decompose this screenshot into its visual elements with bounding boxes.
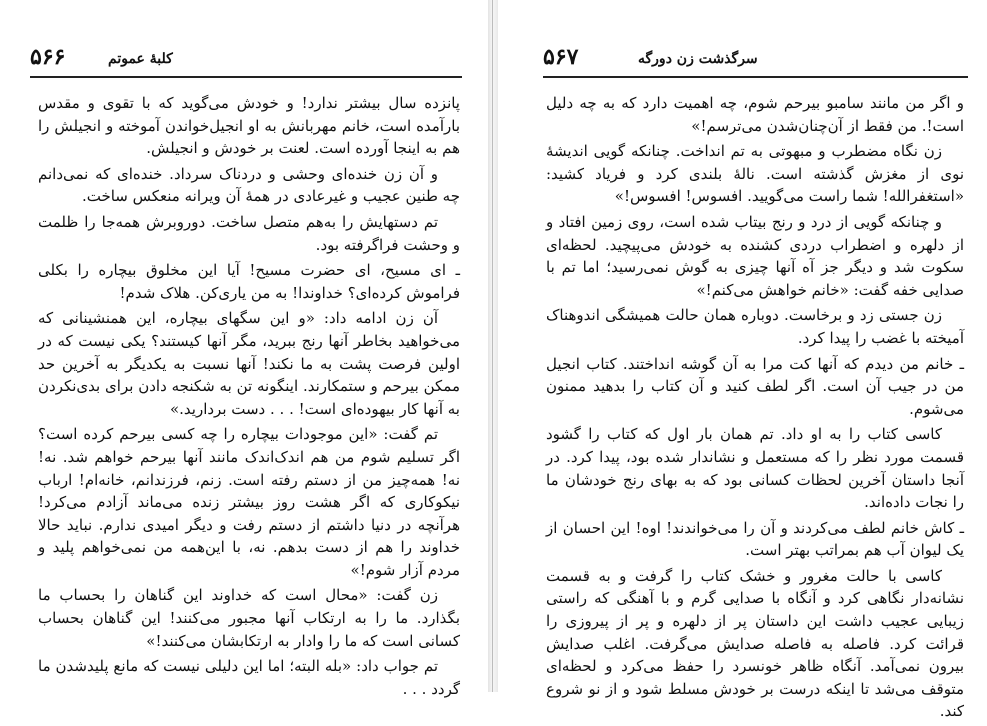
right-paragraph: زن جستی زد و برخاست. دوباره همان حالت همیشگی اندوهناک آمیخته با غضب را پیدا کرد.: [546, 306, 964, 347]
left-page-header: [30, 40, 462, 82]
right-paragraph: ـ کاش خانم لطف می‌کردند و آن را می‌خواندند! اوه! این احسان از یک لیوان آب هم بمراتب بهتر است.: [546, 518, 964, 560]
left-paragraph: تم گفت: «این موجودات بیچاره را چه کسی بیرحم کرده است؟ اگر تسلیم شوم من هم اندک‌اندک مانند آنها بیرحم خواهم شد. نه! نه! همه‌چیز من از دستم رفته است. زنم، فرزندانم، خانه‌ام! ارباب نیکوکاری که اگر هشت روز بیشتر زنده می‌ماند آزادم می‌کرد! هرآنچه در دنیا داشتم از دستم رفت و دیگر امیدی ندارم. نباید حالا خداوند را هم از دست بدهم. نه، با این‌همه من نمی‌خواهم پلید و مردم آزار شوم!»: [38, 425, 460, 579]
gutter-line: [492, 0, 493, 692]
left-paragraph: تم دستهایش را به‌هم متصل ساخت. دوروبرش همه‌جا را ظلمت و وحشت فراگرفته بود.: [38, 212, 460, 254]
right-paragraph: زن نگاه مضطرب و مبهوتی به تم انداخت. چنانکه گویی اندیشهٔ نوی از مغزش گذشته است. نالهٔ بلندی کرد و فریاد کشید: «استغفرالله! شما راست می‌گویید. افسوس! افسوس!»: [546, 142, 964, 206]
left-page-number: ۵۶۶: [30, 44, 66, 70]
right-header-rule: [543, 76, 968, 78]
right-page: [498, 0, 987, 721]
right-paragraph: کاسی کتاب را به او داد. تم همان بار اول که کتاب را گشود قسمت مورد نظر را که مستعمل و نشاندار شده بود، پیدا کرد. در آنجا داستان آخرین لحظات کسانی بود که به بهای رنج خودشان ما را نجات داده‌اند.: [546, 425, 964, 512]
left-paragraph: زن گفت: «محال است که خداوند این گناهان را بحساب ما بگذارد. ما را به ارتکاب آنها مجبور می‌کنند! این گناهان بحساب کسانی است که ما را وادار به ارتکابشان می‌کنند!»: [38, 586, 460, 650]
left-paragraph: آن زن ادامه داد: «و این سگهای بیچاره، این همنشینانی که می‌خواهید بخاطر آنها رنج ببرید، مگر آنها کیستند؟ یکی نیست که در اولین فرصت پشت به ما نکند! آنها نسبت به یکدیگر به آخرین حد ممکن بیرحم و ستمکارند. اینگونه تن به شکنجه دادن برای بدی‌نکردن به آنها کار بیهوده‌ای است! . . . دست بردارید.»: [38, 309, 460, 418]
right-running-title: سرگذشت زن دورگه: [638, 51, 758, 67]
left-page: [0, 0, 488, 698]
left-paragraph: ـ ای مسیح، ای حضرت مسیح! آیا این مخلوق بیچاره را بکلی فراموش کرده‌ای؟ خداوندا! به من یاری‌کن. هلاک شدم!: [38, 261, 460, 302]
right-page-body: [546, 92, 964, 726]
book-gutter: [488, 0, 498, 692]
left-header-rule: [30, 76, 462, 78]
left-paragraph: تم جواب داد: «بله البته؛ اما این دلیلی نیست که مانع پلیدشدن ما گردد . . .: [38, 657, 460, 698]
right-page-number: ۵۶۷: [543, 44, 579, 70]
right-paragraph: ـ خانم من دیدم که آنها کت مرا به آن گوشه انداختند. کتاب انجیل من در جیب آن است. اگر لطف کنید و آن کتاب را بدهید ممنون می‌شوم.: [546, 354, 964, 418]
right-page-header: [543, 40, 968, 82]
left-page-body: [38, 92, 460, 703]
right-paragraph: کاسی با حالت مغرور و خشک کتاب را گرفت و به قسمت نشانه‌دار نگاهی کرد و آنگاه با صدایی گرم و با آهنگی که راستی زیبایی عجیب داشت این داستان پر از دلهره و پر از پیروزی را قرائت کرد. فاصله به فاصله صدایش می‌گرفت. اغلب صدایش بیرون نمی‌آمد. آنگاه ظاهر خونسرد را حفظ می‌کرد و لحظه‌ای متوقف می‌شد تا اینکه درست بر خودش مسلط شود و از نو شروع کند.: [546, 566, 964, 721]
left-running-title: کلبهٔ عموتم: [108, 51, 173, 67]
left-paragraph: پانزده سال بیشتر ندارد! و خودش می‌گوید که با تقوی و مقدس بارآمده است، خانم مهربانش به او انجیل‌خواندن آموخته و انجیلش را هم به اینجا آورده است. لعنت بر خودش و انجیلش.: [38, 94, 460, 158]
right-paragraph: و چنانکه گویی از درد و رنج بیتاب شده است، روی زمین افتاد و از دلهره و اضطراب دردی کشنده به خودش می‌پیچید. لحظه‌ای سکوت شد و دیگر جز آه آنها چیزی به گوش نمی‌رسید؛ اما تم با صدایی خفه گفت: «خانم خواهش می‌کنم!»: [546, 212, 964, 299]
left-paragraph: و آن زن خنده‌ای وحشی و دردناک سرداد. خنده‌ای که نمی‌دانم چه طنین عجیب و غیرعادی در همهٔ آن ویرانه منعکس ساخت.: [38, 164, 460, 206]
right-paragraph: و اگر من مانند سامبو بیرحم شوم، چه اهمیت دارد که به چه دلیل است!. من فقط از آن‌چنان‌شدن می‌ترسم!»: [546, 94, 964, 135]
